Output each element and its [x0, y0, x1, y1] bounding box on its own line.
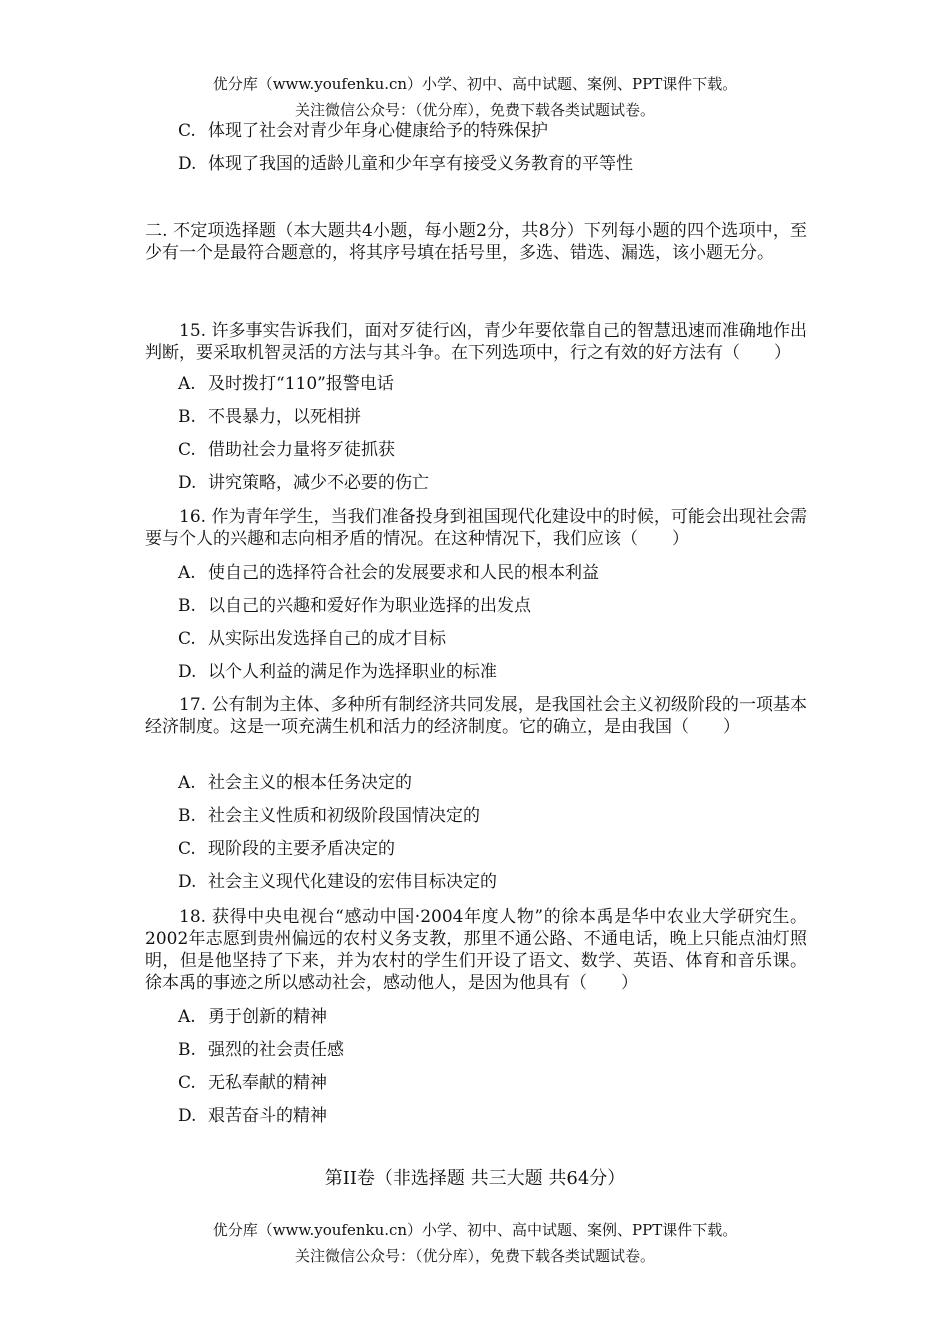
question-15-option-d — [178, 472, 429, 494]
question-18-option-a — [178, 1006, 327, 1028]
option-letter: D. — [178, 154, 197, 174]
question-18-stem: 18. 获得中央电视台“感动中国·2004年度人物”的徐本禹是华中农业大学研究生。2002年志愿到贵州偏远的农村义务支教，那里不通公路、不通电话，晚上只能点油灯照明，但是他坚持了下来，并为农村的学生们开设了语文、数学、英语、体育和音乐课。徐本禹的事迹之所以感动社会，感动他人，是因为他具有（ ） — [145, 907, 807, 993]
option-text: 勇于创新的精神 — [208, 1007, 327, 1027]
option-letter: B. — [178, 1040, 196, 1060]
option-text: 体现了社会对青少年身心健康给予的特殊保护 — [208, 121, 548, 141]
option-letter: B. — [178, 407, 196, 427]
question-17-option-d — [178, 871, 497, 893]
question-17-option-c — [178, 838, 395, 860]
option-letter: A. — [178, 773, 196, 793]
option-letter: C. — [178, 629, 196, 649]
option-letter: A. — [178, 1007, 196, 1027]
option-text: 使自己的选择符合社会的发展要求和人民的根本利益 — [208, 563, 599, 583]
option-text: 无私奉献的精神 — [208, 1073, 327, 1093]
question-15-option-b — [178, 406, 361, 428]
prev-option-d — [178, 153, 633, 175]
option-text: 社会主义现代化建设的宏伟目标决定的 — [208, 872, 497, 892]
option-text: 讲究策略，减少不必要的伤亡 — [208, 473, 429, 493]
option-letter: B. — [178, 806, 196, 826]
footer-line-2: 关注微信公众号：（优分库），免费下载各类试题试卷。 — [294, 1247, 655, 1265]
question-16-option-c — [178, 628, 446, 650]
option-text: 社会主义性质和初级阶段国情决定的 — [208, 806, 480, 826]
option-text: 不畏暴力，以死相拼 — [208, 407, 361, 427]
question-16-option-a — [178, 562, 599, 584]
prev-option-c — [178, 120, 548, 142]
option-letter: A. — [178, 563, 196, 583]
option-text: 从实际出发选择自己的成才目标 — [208, 629, 446, 649]
question-16-option-b — [178, 595, 531, 617]
option-letter: C. — [178, 839, 196, 859]
footer-line-1: 优分库（www.youfenku.cn）小学、初中、高中试题、案例、PPT课件下载。 — [212, 1221, 738, 1239]
header-line-2: 关注微信公众号：（优分库），免费下载各类试题试卷。 — [294, 101, 655, 119]
question-17-option-b — [178, 805, 480, 827]
question-17-stem: 17. 公有制为主体、多种所有制经济共同发展，是我国社会主义初级阶段的一项基本经济制度。这是一项充满生机和活力的经济制度。它的确立，是由我国（ ） — [145, 695, 807, 737]
option-text: 艰苦奋斗的精神 — [208, 1106, 327, 1126]
option-text: 以自己的兴趣和爱好作为职业选择的出发点 — [208, 596, 531, 616]
question-18-option-b — [178, 1039, 344, 1061]
question-18-option-d — [178, 1105, 327, 1127]
option-letter: C. — [178, 440, 196, 460]
option-letter: D. — [178, 1106, 197, 1126]
option-text: 体现了我国的适龄儿童和少年享有接受义务教育的平等性 — [208, 154, 633, 174]
section-2-intro: 二. 不定项选择题（本大题共4小题，每小题2分，共8分）下列每小题的四个选项中，至少有一个是最符合题意的，将其序号填在括号里，多选、错选、漏选，该小题无分。 — [145, 221, 807, 263]
question-16-stem: 16. 作为青年学生，当我们准备投身到祖国现代化建设中的时候，可能会出现社会需要与个人的兴趣和志向相矛盾的情况。在这种情况下，我们应该（ ） — [145, 507, 807, 549]
question-18-option-c — [178, 1072, 327, 1094]
option-text: 及时拨打“110”报警电话 — [208, 374, 394, 394]
option-letter: A. — [178, 374, 196, 394]
question-17-option-a — [178, 772, 412, 794]
option-text: 以个人利益的满足作为选择职业的标准 — [208, 662, 497, 682]
question-15-stem: 15. 许多事实告诉我们，面对歹徒行凶，青少年要依靠自己的智慧迅速而准确地作出判断，要采取机智灵活的方法与其斗争。在下列选项中，行之有效的好方法有（ ） — [145, 321, 807, 363]
question-15-option-a — [178, 373, 394, 395]
option-text: 社会主义的根本任务决定的 — [208, 773, 412, 793]
option-text: 借助社会力量将歹徒抓获 — [208, 440, 395, 460]
header-line-1: 优分库（www.youfenku.cn）小学、初中、高中试题、案例、PPT课件下载。 — [212, 75, 738, 93]
option-letter: D. — [178, 662, 197, 682]
option-letter: C. — [178, 1073, 196, 1093]
question-15-option-c — [178, 439, 395, 461]
option-letter: D. — [178, 872, 197, 892]
question-16-option-d — [178, 661, 497, 683]
option-letter: D. — [178, 473, 197, 493]
option-text: 强烈的社会责任感 — [208, 1040, 344, 1060]
option-letter: B. — [178, 596, 196, 616]
part-2-title: 第II卷（非选择题 共三大题 共64分） — [324, 1168, 626, 1189]
option-text: 现阶段的主要矛盾决定的 — [208, 839, 395, 859]
option-letter: C. — [178, 121, 196, 141]
